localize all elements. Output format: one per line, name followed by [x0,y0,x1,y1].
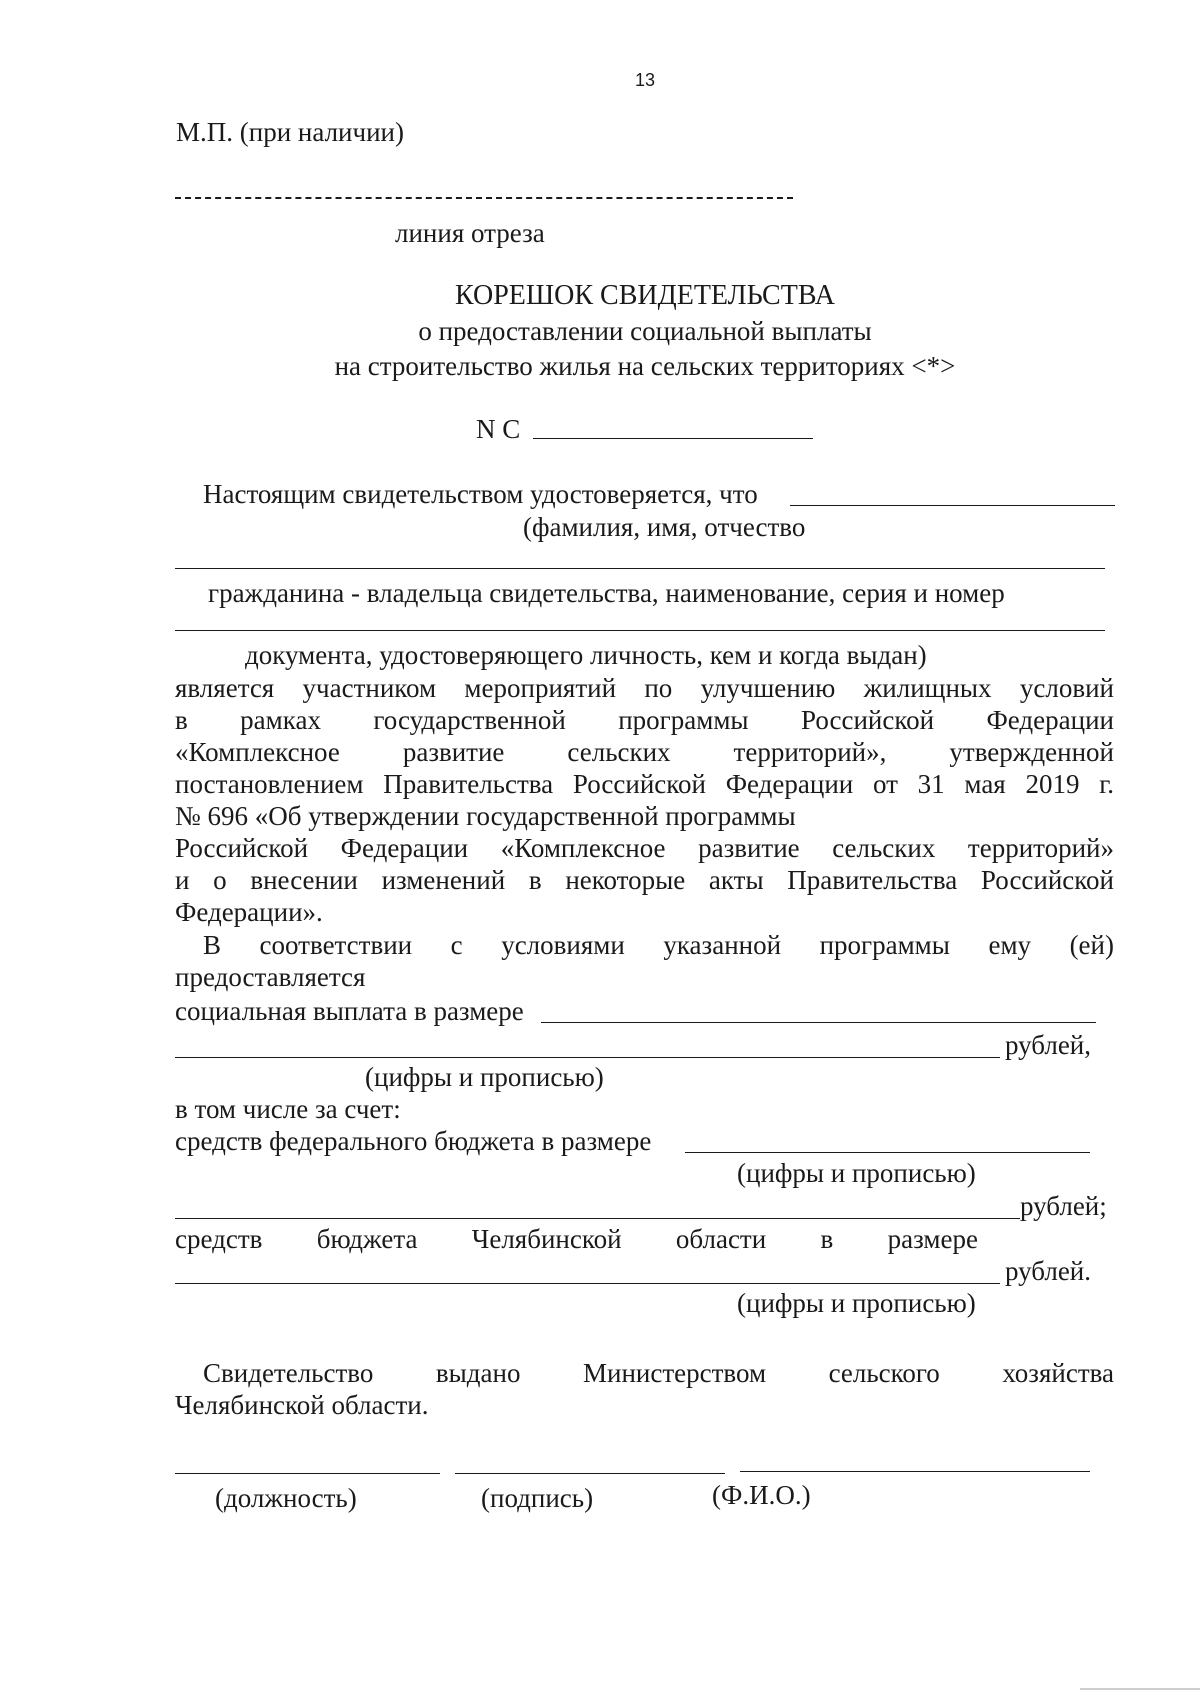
stamp-note: М.П. (при наличии) [176,117,404,147]
regional-label: средств бюджета Челябинской области в размере [175,1224,978,1254]
issued-line: Челябинской области. [175,1390,429,1420]
rubles-comma: рублей, [1005,1030,1092,1060]
accordance-line: В соответствии с условиями указанной программы ему (ей) [203,930,1114,960]
label-signature: (подпись) [481,1483,594,1513]
body-line: Федерации». [175,897,323,927]
hint-fio: (фамилия, имя, отчество [523,512,806,542]
hint-citizen: гражданина - владельца свидетельства, наименование, серия и номер [208,578,1005,608]
including-text: в том числе за счет: [175,1094,401,1124]
body-line: и о внесении изменений в некоторые акты Правительства Российской [175,865,1114,895]
label-fio: (Ф.И.О.) [712,1480,811,1510]
body-line: № 696 «Об утверждении государственной программы [175,801,796,831]
body-line: Российской Федерации «Комплексное развитие сельских территорий» [175,833,1114,863]
body-line: постановлением Правительства Российской Федерации от 31 мая 2019 г. [175,769,1114,799]
hint-in-words: (цифры и прописью) [737,1158,976,1188]
certify-text: Настоящим свидетельством удостоверяется, что [203,479,758,509]
number-label: N C [476,414,521,444]
page-number: 13 [634,70,656,90]
number-field-line [533,438,813,439]
federal-label: средств федерального бюджета в размере [175,1126,652,1156]
provided-text: предоставляется [175,962,366,992]
federal-field-line-2 [175,1218,1020,1219]
document-title: КОРЕШОК СВИДЕТЕЛЬСТВА [455,280,835,311]
payment-label: социальная выплата в размере [175,996,524,1026]
document-subtitle-2: на строительство жилья на сельских территориях <*> [334,351,956,381]
position-field-line [175,1473,440,1474]
hint-in-words: (цифры и прописью) [737,1288,976,1318]
body-line: является участником мероприятий по улучшению жилищных условий [175,673,1114,703]
payment-field-line-2 [175,1057,1000,1058]
fio-field-line [790,505,1115,506]
payment-field-line [541,1022,1096,1023]
cut-line [175,197,793,199]
citizen-field-line [175,568,1105,569]
document-subtitle-1: о предоставлении социальной выплаты [418,316,872,346]
issued-line: Свидетельство выдано Министерством сельского хозяйства [203,1358,1114,1388]
hint-document: документа, удостоверяющего личность, кем и когда выдан) [245,640,927,670]
signature-field-line [455,1473,725,1474]
rubles-semicolon: рублей; [1020,1191,1107,1221]
fio-signature-field-line [740,1471,1090,1472]
rubles-period: рублей. [1005,1256,1092,1286]
scan-artifact [1080,1688,1200,1690]
cut-line-label: линия отреза [395,218,545,248]
label-position: (должность) [215,1483,357,1513]
hint-in-words: (цифры и прописью) [365,1062,604,1092]
body-line: в рамках государственной программы Российской Федерации [175,705,1114,735]
federal-field-line [685,1152,1090,1153]
regional-field-line [175,1283,1000,1284]
document-field-line [175,630,1105,631]
body-line: «Комплексное развитие сельских территорий», утвержденной [175,737,1114,767]
